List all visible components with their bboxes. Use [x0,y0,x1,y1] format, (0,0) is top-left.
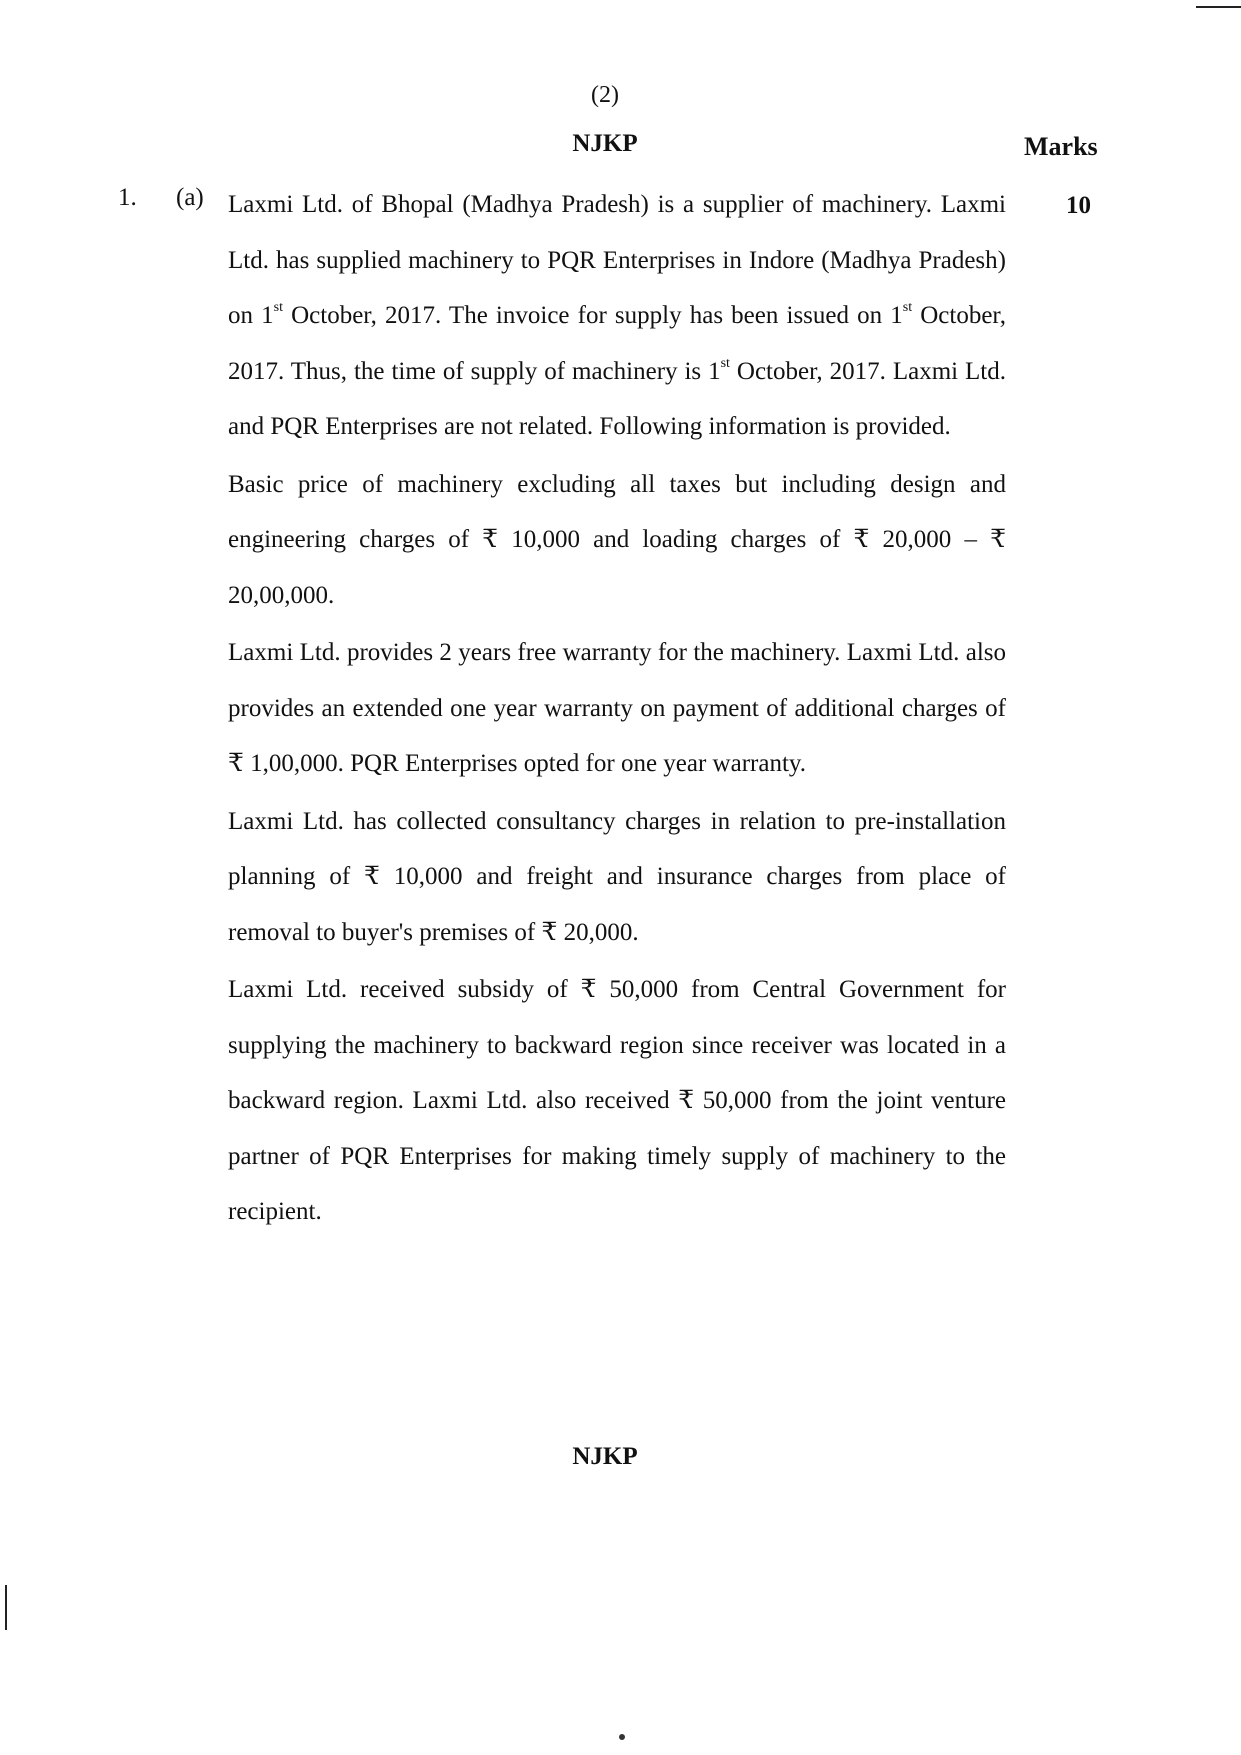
paragraph-1-text-d: October, 2017. Laxmi Ltd. and PQR Enterprises are not related. Following information is provided. [228,357,1007,440]
marks-column-heading: Marks [1024,132,1098,161]
question-body [228,177,1006,1242]
question-paragraph-4: Laxmi Ltd. has collected consultancy charges in relation to pre-installation planning of ₹ 10,000 and freight and insurance charges from place of removal to buyer's premises of ₹ 20,000. [228,807,1006,946]
scan-edge-mark-left [5,1585,7,1630]
page-number: (2) [591,82,619,108]
scan-edge-mark-top [1196,6,1241,8]
paragraph-1-text-c: October, 2017. Thus, the time of supply of machinery is 1 [228,302,1007,385]
ordinal-suffix: st [273,300,283,315]
question-paragraph-3: Laxmi Ltd. provides 2 years free warranty for the machinery. Laxmi Ltd. also provides an extended one year warranty on payment of additional charges of ₹ 1,00,000. PQR Enterprises opted for one year warranty. [228,639,1006,777]
paper-code-footer: NJKP [572,1443,638,1470]
question-paragraph-1 [228,177,1006,455]
ordinal-suffix: st [902,300,913,315]
paper-code-header: NJKP [572,130,638,157]
paragraph-1-text-b: October, 2017. The invoice for supply has been issued on 1 [282,302,903,329]
question-paragraph-5: Laxmi Ltd. received subsidy of ₹ 50,000 from Central Government for supplying the machinery to backward region since receiver was located in a backward region. Laxmi Ltd. also received ₹ 50,000 from the joint venture partner of PQR Enterprises for making timely supply of machinery to the recipient. [228,976,1006,1225]
question-part-label: (a) [176,184,204,211]
question-number: 1. [118,184,137,211]
paragraph-1-text-a: Laxmi Ltd. of Bhopal (Madhya Pradesh) is a supplier of machinery. Laxmi Ltd. has supplied machinery to PQR Enterprises in Indore (Madhya Pradesh) on 1 [228,191,1006,329]
scan-speck [619,1734,625,1740]
question-marks: 10 [1066,192,1091,219]
question-paragraph-2: Basic price of machinery excluding all taxes but including design and engineering charges of ₹ 10,000 and loading charges of ₹ 20,000 – ₹ 20,00,000. [228,470,1006,609]
ordinal-suffix: st [720,355,730,371]
